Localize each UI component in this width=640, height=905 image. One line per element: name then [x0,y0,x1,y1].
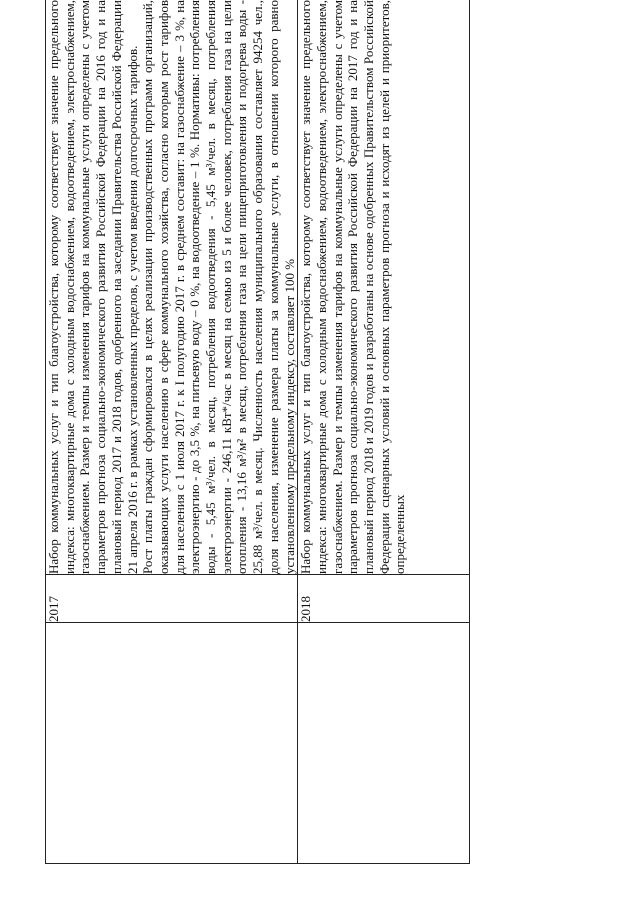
paragraph: Набор коммунальных услуг и тип благоустройства, которому соответствует значение предельного индекса: многоквартирные дома с холодным водоснабжением, водоотведением, электроснабжением, газоснабжением. Размер и темпы изменения тарифов на коммунальные услуги определены с учетом параметров прогноза социально-экономического развития Российской Федерации на 2017 год и на плановый период 2018 и 2019 годов и разработаны на основе одобренных Правительством Российской Федерации сценарных условий и основных параметров прогноза и исходят из целей и приоритетов, определенных [298,0,408,574]
table-row [298,0,470,864]
paragraph: Набор коммунальных услуг и тип благоустройства, которому соответствует значение предельного индекса: многоквартирные дома с холодным водоснабжением, водоотведением, электроснабжением, газоснабжением. Размер и темпы изменения тарифов на коммунальные услуги определены с учетом параметров прогноза социально-экономического развития Российской Федерации на 2016 год и на плановый период 2017 и 2018 годов, одобренного на заседании Правительства Российской Федерации 21 апреля 2016 г. в рамках установленных пределов, с учетом введения долгосрочных тарифов. [46,0,140,574]
table-row [46,0,298,864]
empty-cell [298,623,470,864]
empty-cell [46,623,298,864]
description-cell [298,0,470,575]
tariff-table [45,0,470,864]
year-cell: 2018 [298,575,470,623]
paragraph: Рост платы граждан сформировался в целях реализации производственных программ организаций, оказывающих услуги населению в сфере коммунального хозяйства, согласно которым рост тарифов для населения с 1 июля 2017 г. к I полугодию 2017 г. в среднем составит: на газоснабжение – 3 %, на электроэнергию - до 3,5 %, на питьевую воду – 0 %, на водоотведение – 1 %. Нормативы: потребления воды - 5,45 м³/чел. в месяц, потребления водоотведения - 5,45 м³/чел. в месяц, потребления электроэнергии - 246,11 кВт*/час в месяц на семью из 5 и более человек, потребления газа на цели отопления - 13,16 м³/м² в месяц, потребления газа на цели пищеприготовления и подогрева воды - 25,88 м³/чел. в месяц. Численность населения муниципального образования составляет 94254 чел., доля населения, изменение размера платы за коммунальные услуги, в отношении которого равно установленному предельному индексу, составляет 100 % [140,0,297,574]
description-cell [46,0,298,575]
document-sheet [45,0,620,880]
year-cell: 2017 [46,575,298,623]
truncated-text [298,0,469,574]
